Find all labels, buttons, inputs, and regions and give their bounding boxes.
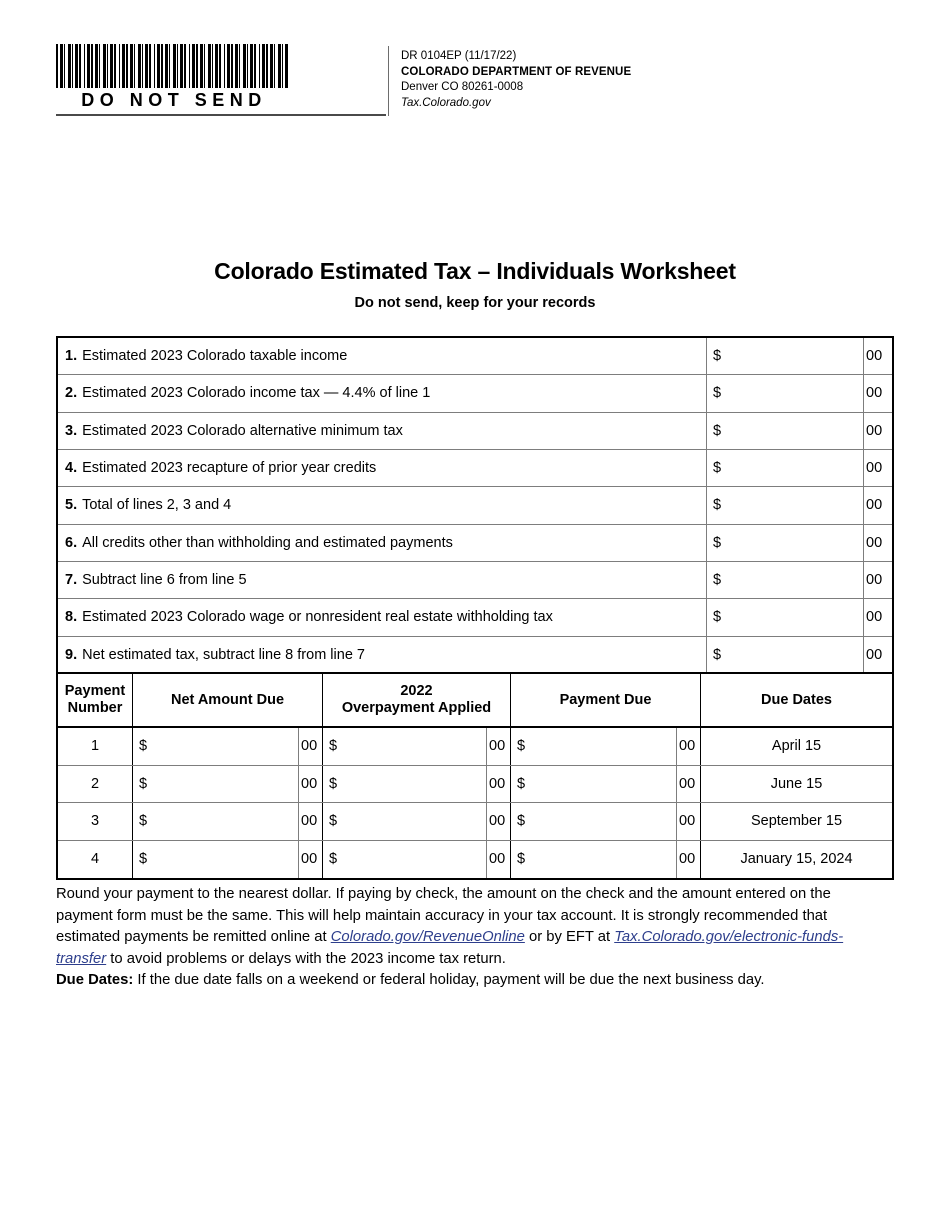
worksheet-amount-input[interactable]: $ bbox=[707, 562, 864, 598]
worksheet-line-label bbox=[58, 375, 707, 411]
worksheet-cents-cell: 00 bbox=[866, 460, 883, 477]
cents-cell: 00 bbox=[676, 728, 700, 765]
page-title: Colorado Estimated Tax – Individuals Worksheet bbox=[214, 258, 736, 284]
payment-schedule-table bbox=[56, 672, 894, 880]
worksheet-row bbox=[58, 525, 892, 562]
due-date-cell: January 15, 2024 bbox=[740, 851, 853, 868]
form-id-text: DR 0104EP (11/17/22) bbox=[401, 50, 517, 62]
due-date-cell: June 15 bbox=[770, 775, 823, 792]
worksheet-line-text: Total of lines 2, 3 and 4 bbox=[82, 497, 232, 514]
worksheet-table bbox=[56, 336, 894, 674]
column-header-overpayment-applied bbox=[323, 674, 511, 726]
worksheet-line-number: 5. bbox=[65, 497, 78, 514]
page-subtitle: Do not send, keep for your records bbox=[354, 295, 596, 311]
dollar-sign: $ bbox=[329, 851, 338, 868]
overpayment-applied-input[interactable] bbox=[323, 728, 511, 765]
form-header bbox=[56, 44, 656, 124]
worksheet-line-label bbox=[58, 599, 707, 635]
worksheet-line-text: Estimated 2023 recapture of prior year credits bbox=[82, 460, 377, 477]
worksheet-cents-cell: 00 bbox=[866, 497, 883, 514]
barcode-image bbox=[56, 44, 288, 88]
worksheet-line-label bbox=[58, 525, 707, 561]
payment-number-cell: 4 bbox=[58, 841, 133, 879]
payment-table-header-row bbox=[58, 674, 892, 728]
worksheet-row bbox=[58, 375, 892, 412]
agency-info bbox=[401, 49, 631, 111]
dollar-sign: $ bbox=[139, 738, 148, 755]
table-row bbox=[58, 728, 892, 766]
worksheet-line-number: 4. bbox=[65, 460, 78, 477]
worksheet-line-number: 6. bbox=[65, 534, 78, 551]
agency-website-text: Tax.Colorado.gov bbox=[401, 96, 491, 109]
table-row bbox=[58, 766, 892, 804]
worksheet-line-number: 9. bbox=[65, 647, 78, 664]
worksheet-line-number: 8. bbox=[65, 609, 78, 626]
worksheet-line-text: Estimated 2023 Colorado taxable income bbox=[82, 348, 348, 365]
worksheet-line-label bbox=[58, 450, 707, 486]
worksheet-amount-input[interactable]: $ bbox=[707, 487, 864, 523]
footer-text-part2: or by EFT at bbox=[524, 929, 615, 945]
dollar-sign: $ bbox=[139, 851, 148, 868]
worksheet-amount-input[interactable]: $ bbox=[707, 413, 864, 449]
overpayment-header-line1: 2022 bbox=[400, 683, 433, 699]
cents-cell: 00 bbox=[486, 803, 510, 840]
worksheet-line-number: 1. bbox=[65, 348, 78, 365]
dollar-sign: $ bbox=[517, 738, 526, 755]
payment-due-input[interactable] bbox=[511, 841, 701, 879]
payment-number-header-line2: Number bbox=[67, 700, 123, 716]
worksheet-cents-cell: 00 bbox=[866, 534, 883, 551]
table-row bbox=[58, 841, 892, 879]
due-dates-label: Due Dates: bbox=[56, 972, 134, 988]
worksheet-line-label bbox=[58, 338, 707, 374]
dollar-sign: $ bbox=[517, 775, 526, 792]
overpayment-header-line2: Overpayment Applied bbox=[341, 700, 492, 716]
worksheet-row bbox=[58, 450, 892, 487]
cents-cell: 00 bbox=[486, 728, 510, 765]
barcode-block bbox=[56, 44, 288, 110]
title-block bbox=[0, 258, 950, 311]
column-header-due-dates: Due Dates bbox=[761, 691, 832, 708]
table-row bbox=[58, 803, 892, 841]
electronic-funds-transfer-link[interactable]: Tax.Colorado.gov/electronic-funds-transfer bbox=[56, 929, 844, 967]
barcode-caption: DO NOT SEND bbox=[81, 90, 267, 110]
net-amount-due-input[interactable] bbox=[133, 728, 323, 765]
net-amount-due-input[interactable] bbox=[133, 803, 323, 840]
worksheet-line-text: Estimated 2023 Colorado income tax — 4.4% of line 1 bbox=[82, 385, 431, 402]
payment-number-cell: 1 bbox=[58, 728, 133, 765]
worksheet-line-number: 2. bbox=[65, 385, 78, 402]
worksheet-line-text: Net estimated tax, subtract line 8 from line 7 bbox=[82, 647, 365, 664]
worksheet-line-text: Estimated 2023 Colorado alternative minimum tax bbox=[82, 422, 403, 439]
worksheet-line-text: Subtract line 6 from line 5 bbox=[82, 572, 247, 589]
worksheet-cents-cell: 00 bbox=[866, 348, 883, 365]
worksheet-amount-input[interactable]: $ bbox=[707, 450, 864, 486]
dollar-sign: $ bbox=[139, 813, 148, 830]
worksheet-line-text: All credits other than withholding and estimated payments bbox=[82, 534, 453, 551]
worksheet-amount-input[interactable]: $ bbox=[707, 338, 864, 374]
cents-cell: 00 bbox=[298, 841, 322, 879]
agency-address-text: Denver CO 80261-0008 bbox=[401, 81, 524, 93]
worksheet-line-label bbox=[58, 562, 707, 598]
due-date-cell: April 15 bbox=[771, 738, 822, 755]
dollar-sign: $ bbox=[329, 738, 338, 755]
overpayment-applied-input[interactable] bbox=[323, 766, 511, 803]
footer-paragraph-1 bbox=[56, 884, 866, 970]
worksheet-row bbox=[58, 599, 892, 636]
overpayment-applied-input[interactable] bbox=[323, 841, 511, 879]
footer-instructions bbox=[56, 884, 866, 992]
worksheet-line-label bbox=[58, 413, 707, 449]
dollar-sign: $ bbox=[139, 775, 148, 792]
worksheet-line-number: 7. bbox=[65, 572, 78, 589]
cents-cell: 00 bbox=[676, 766, 700, 803]
cents-cell: 00 bbox=[298, 728, 322, 765]
revenue-online-link[interactable]: Colorado.gov/RevenueOnline bbox=[330, 929, 525, 945]
payment-due-input[interactable] bbox=[511, 766, 701, 803]
worksheet-amount-input[interactable]: $ bbox=[707, 525, 864, 561]
net-amount-due-input[interactable] bbox=[133, 766, 323, 803]
payment-number-header-line1: Payment bbox=[64, 683, 126, 699]
worksheet-line-number: 3. bbox=[65, 422, 78, 439]
worksheet-cents-cell: 00 bbox=[866, 572, 883, 589]
cents-cell: 00 bbox=[676, 841, 700, 879]
dollar-sign: $ bbox=[517, 851, 526, 868]
worksheet-row bbox=[58, 413, 892, 450]
worksheet-row bbox=[58, 562, 892, 599]
cents-cell: 00 bbox=[298, 803, 322, 840]
agency-name-text: COLORADO DEPARTMENT OF REVENUE bbox=[401, 65, 632, 78]
column-header-net-amount-due: Net Amount Due bbox=[133, 674, 323, 726]
due-dates-note: If the due date falls on a weekend or federal holiday, payment will be due the next business day. bbox=[133, 972, 765, 988]
dollar-sign: $ bbox=[329, 775, 338, 792]
header-vertical-divider bbox=[388, 46, 389, 116]
worksheet-cents-cell: 00 bbox=[866, 422, 883, 439]
worksheet-line-text: Estimated 2023 Colorado wage or nonresident real estate withholding tax bbox=[82, 609, 553, 626]
payment-due-input[interactable] bbox=[511, 728, 701, 765]
dollar-sign: $ bbox=[517, 813, 526, 830]
net-amount-due-input[interactable] bbox=[133, 841, 323, 879]
payment-number-cell: 2 bbox=[58, 766, 133, 803]
column-header-payment-due: Payment Due bbox=[511, 674, 701, 726]
dollar-sign: $ bbox=[329, 813, 338, 830]
worksheet-cents-cell: 00 bbox=[866, 609, 883, 626]
cents-cell: 00 bbox=[486, 841, 510, 879]
header-horizontal-rule bbox=[56, 114, 386, 116]
worksheet-row bbox=[58, 487, 892, 524]
footer-paragraph-2 bbox=[56, 970, 866, 992]
cents-cell: 00 bbox=[486, 766, 510, 803]
column-header-payment-number bbox=[58, 674, 133, 726]
worksheet-line-label bbox=[58, 637, 707, 674]
worksheet-cents-cell: 00 bbox=[866, 647, 883, 664]
worksheet-amount-input[interactable]: $ bbox=[707, 599, 864, 635]
worksheet-amount-input[interactable]: $ bbox=[707, 375, 864, 411]
overpayment-applied-input[interactable] bbox=[323, 803, 511, 840]
payment-number-cell: 3 bbox=[58, 803, 133, 840]
due-date-cell: September 15 bbox=[750, 813, 843, 830]
footer-text-part3: to avoid problems or delays with the 2023 income tax return. bbox=[106, 950, 506, 967]
worksheet-row bbox=[58, 637, 892, 674]
worksheet-amount-input[interactable]: $ bbox=[707, 637, 864, 674]
cents-cell: 00 bbox=[676, 803, 700, 840]
payment-due-input[interactable] bbox=[511, 803, 701, 840]
footer-text-part1: Round your payment to the nearest dollar. If paying by check, the amount on the check and the amount entered on the payment form must be the same. This will help maintain accuracy in your tax account. It is strongly recommended that estimated payments be remitted online at bbox=[56, 886, 831, 945]
worksheet-row bbox=[58, 338, 892, 375]
worksheet-cents-cell: 00 bbox=[866, 385, 883, 402]
cents-cell: 00 bbox=[298, 766, 322, 803]
worksheet-line-label bbox=[58, 487, 707, 523]
